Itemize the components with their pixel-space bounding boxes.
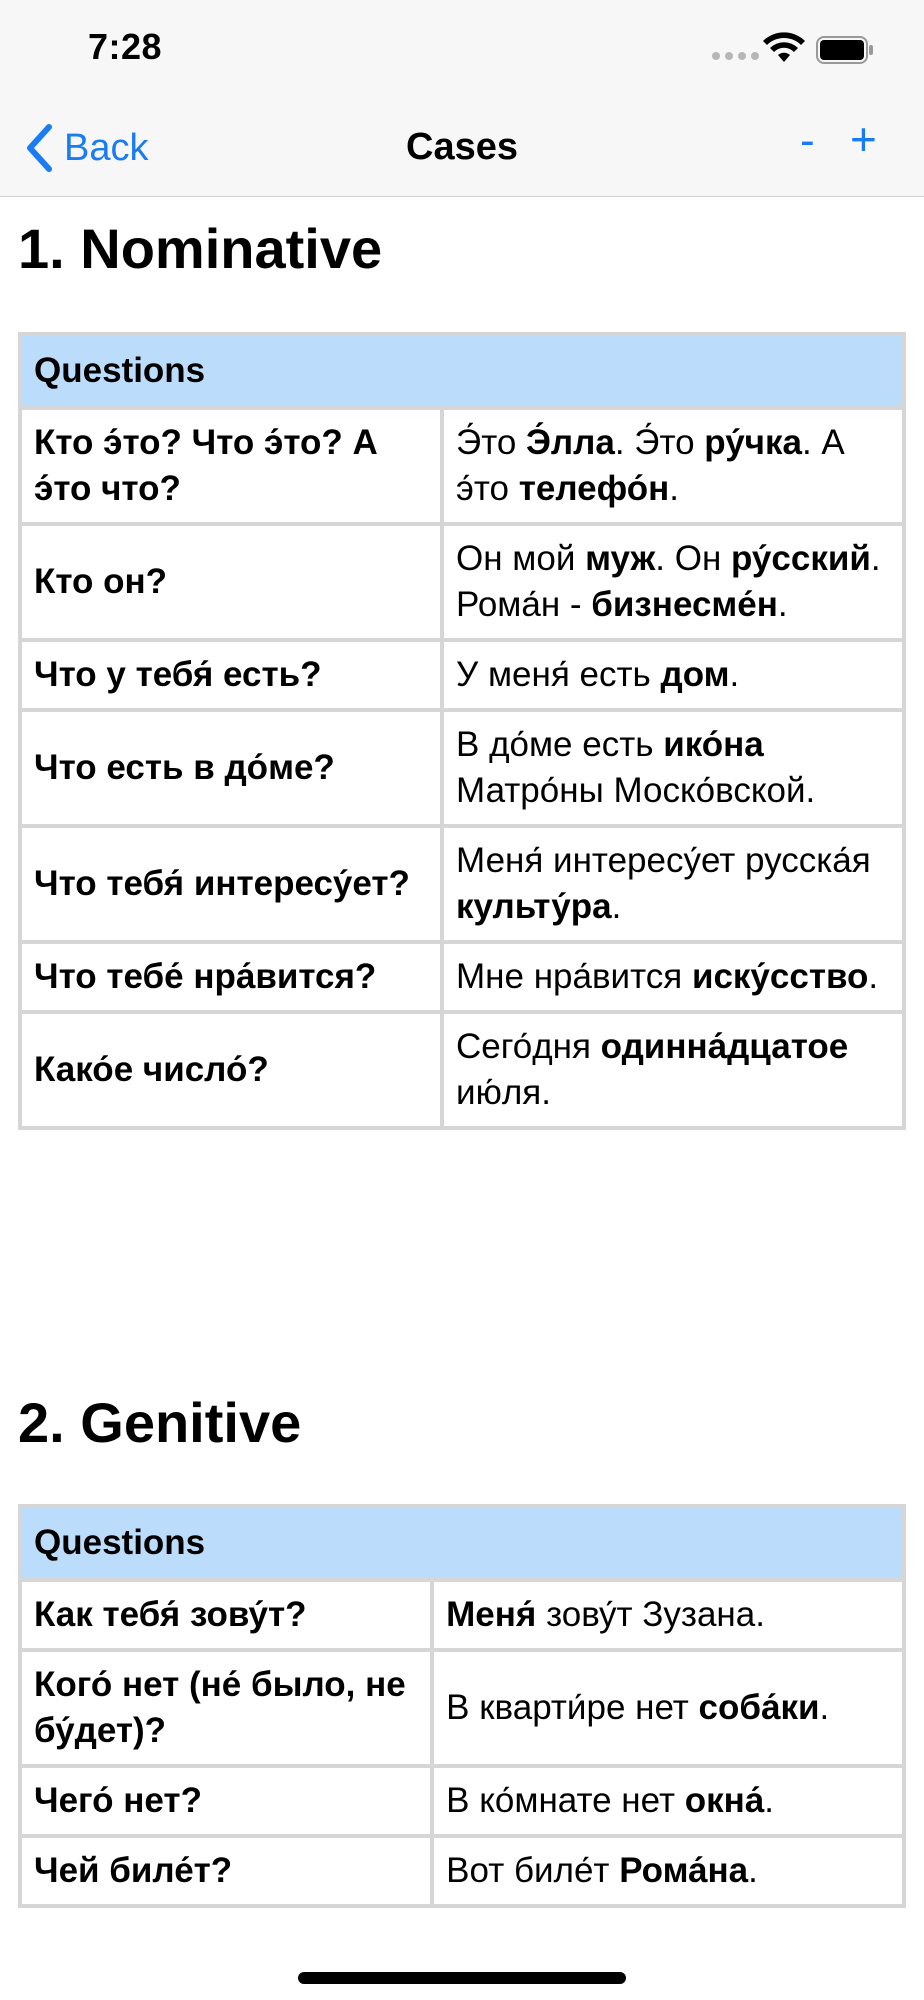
answer-keyword: ру́чка [704,423,802,462]
answer-text: Э́то [456,423,527,462]
answer-cell [432,1650,904,1766]
table-row [20,1012,904,1128]
answer-text: Сего́дня [456,1027,601,1066]
table-row [20,524,904,640]
answer-text: В кварти́ре нет [446,1688,699,1727]
table-row [20,710,904,826]
cellular-signal-icon [712,52,759,60]
table-row [20,1766,904,1836]
answer-text: . [611,887,622,926]
table-body [20,408,904,1128]
question-cell: Что тебя́ интересу́ет? [20,826,442,942]
answer-text: Вот биле́т [446,1851,620,1890]
answer-cell [442,408,904,524]
answer-text: . Рома́н - [456,539,881,624]
answer-text: . [729,655,740,694]
answer-text: Мне нра́вится [456,957,692,996]
answer-text: . [748,1851,758,1890]
table-row [20,826,904,942]
answer-cell [442,524,904,640]
question-cell: Чего́ нет? [20,1766,432,1836]
answer-text: . [669,469,679,508]
answer-cell [442,640,904,710]
answer-keyword: окна́ [684,1781,765,1820]
table-row [20,1650,904,1766]
answer-keyword: соба́ки [698,1688,820,1727]
answer-cell [442,942,904,1012]
answer-keyword: дом [660,655,730,694]
answer-keyword: культу́ра [456,887,612,926]
answer-keyword: бизнесме́н [591,585,778,624]
question-cell: Что у тебя́ есть? [20,640,442,710]
question-cell: Како́е число́? [20,1012,442,1128]
table-row [20,942,904,1012]
answer-text: . Он [655,539,731,578]
answer-keyword: Рома́на [619,1851,749,1890]
answer-text: . А э́то [456,423,845,508]
table-header: Questions [20,1506,904,1580]
table-row [20,1836,904,1906]
answer-cell [432,1766,904,1836]
increase-font-button[interactable]: + [850,113,877,165]
answer-text: . Э́то [614,423,705,462]
question-cell: Как тебя́ зову́т? [20,1580,432,1650]
status-time: 7:28 [88,26,163,67]
table-row [20,1580,904,1650]
question-cell: Что тебе́ нра́вится? [20,942,442,1012]
section-heading: 1. Nominative [18,217,383,280]
answer-text: Он мой [456,539,586,578]
answer-keyword: ико́на [663,725,764,764]
answer-text: Матро́ны Моско́вской. [456,771,816,810]
home-indicator [298,1972,626,1984]
battery-icon [816,36,874,64]
answer-text: . [764,1781,774,1820]
question-cell: Кто он? [20,524,442,640]
section-heading: 2. Genitive [18,1391,302,1454]
back-label: Back [64,126,149,169]
answer-cell [442,826,904,942]
table-header: Questions [20,334,904,408]
page-title: Cases [406,126,518,168]
nominative-table [18,332,906,1130]
table-row [20,408,904,524]
answer-text: ию́ля. [456,1073,551,1112]
answer-text: В ко́мнате нет [446,1781,685,1820]
answer-text: В до́ме есть [456,725,664,764]
answer-keyword: Э́лла [526,423,615,462]
answer-cell [442,710,904,826]
answer-text: У меня́ есть [456,655,661,694]
question-cell: Чей биле́т? [20,1836,432,1906]
answer-keyword: муж [585,539,656,578]
question-cell: Кого́ нет (не́ было, не бу́дет)? [20,1650,432,1766]
answer-cell [432,1580,904,1650]
wifi-icon [762,32,806,66]
answer-cell [432,1836,904,1906]
genitive-table [18,1504,906,1908]
answer-cell [442,1012,904,1128]
answer-text: . [868,957,879,996]
answer-keyword: ру́сский [731,539,871,578]
answer-keyword: телефо́н [518,469,670,508]
back-button[interactable] [24,120,148,176]
navigation-bar [0,100,924,197]
answer-text: . [819,1688,830,1727]
answer-keyword: иску́сство [691,957,869,996]
answer-text: . [777,585,788,624]
answer-keyword: одинна́дцатое [600,1027,849,1066]
question-cell: Кто э́то? Что э́то? А э́то что? [20,408,442,524]
answer-keyword: Меня́ [446,1595,537,1634]
decrease-font-button[interactable]: - [800,116,815,165]
answer-text: зову́т Зузана. [536,1595,765,1634]
chevron-left-icon [24,123,54,173]
question-cell: Что есть в до́ме? [20,710,442,826]
answer-text: Меня́ интересу́ет русска́я [456,841,871,880]
status-bar [0,0,924,100]
table-row [20,640,904,710]
table-body [20,1580,904,1906]
